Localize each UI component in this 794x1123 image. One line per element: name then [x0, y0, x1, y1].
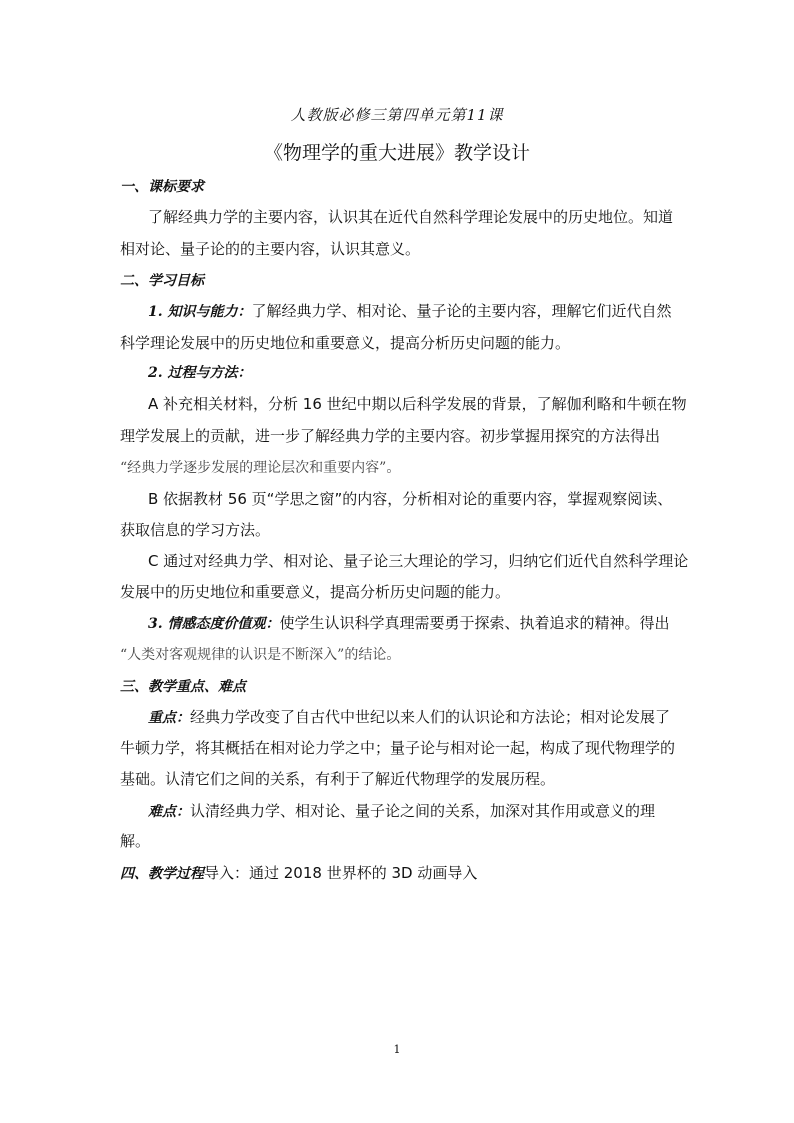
paragraph-line: 解。: [120, 832, 151, 850]
paragraph-line: 理学发展上的贡献，进一步了解经典力学的主要内容。初步掌握用探究的方法得出: [120, 427, 661, 445]
section-heading-process: 四、教学过程: [120, 866, 204, 882]
page-number: 1: [393, 1043, 401, 1056]
paragraph-line: 基础。认清它们之间的关系，有利于了解近代物理学的发展历程。: [120, 770, 556, 788]
objective-label: 1. 知识与能力：: [148, 304, 252, 320]
paragraph-line: “人类对客观规律的认识是不断深入”的结论。: [120, 647, 401, 663]
paragraph-line: 了解经典力学的主要内容，认识其在近代自然科学理论发展中的历史地位。知道: [148, 208, 674, 226]
paragraph-line: 发展中的历史地位和重要意义，提高分析历史问题的能力。: [120, 583, 511, 601]
paragraph-line: 科学理论发展中的历史地位和重要意义，提高分析历史问题的能力。: [120, 334, 571, 352]
paragraph-line: 了解经典力学、相对论、量子论的主要内容，理解它们近代自然: [251, 302, 672, 320]
paragraph-line: 经典力学改变了自古代中世纪以来人们的认识论和方法论；相对论发展了: [190, 708, 671, 726]
difficulty-label: 难点：: [148, 804, 190, 820]
objective-label: 3. 情感态度价值观：: [148, 616, 280, 632]
paragraph-line: 获取信息的学习方法。: [120, 521, 271, 539]
paragraph-line: 牛顿力学，将其概括在相对论力学之中；量子论与相对论一起，构成了现代物理学的: [120, 739, 676, 757]
section-heading-key-points: 三、教学重点、难点: [120, 679, 246, 695]
objective-values: [148, 612, 670, 633]
paragraph-line: B 依据教材 56 页“学思之窗”的内容，分析相对论的重要内容，掌握观察阅读、: [148, 490, 673, 508]
key-point: [148, 706, 670, 727]
objective-label: 2. 过程与方法：: [148, 365, 252, 381]
section-heading-curriculum: 一、课标要求: [120, 179, 204, 195]
course-subtitle: 人教版必修三第四单元第11课: [290, 106, 504, 124]
paragraph-line: A 补充相关材料，分析 16 世纪中期以后科学发展的背景，了解伽利略和牛顿在物: [148, 395, 687, 413]
objective-knowledge: [148, 300, 672, 321]
difficult-point: [148, 800, 655, 821]
paragraph-line: 相对论、量子论的的主要内容，认识其意义。: [120, 240, 421, 258]
key-label: 重点：: [148, 710, 190, 726]
paragraph-line: 导入：通过 2018 世界杯的 3D 动画导入: [204, 864, 478, 882]
paragraph-line: C 通过对经典力学、相对论、量子论三大理论的学习，归纳它们近代自然科学理论: [148, 552, 689, 570]
paragraph-line: 认清经典力学、相对论、量子论之间的关系，加深对其作用或意义的理: [190, 802, 656, 820]
section-teaching-process: [120, 862, 477, 883]
document-title: 《物理学的重大进展》教学设计: [263, 142, 530, 164]
paragraph-line: 使学生认识科学真理需要勇于探索、执着追求的精神。得出: [279, 614, 670, 632]
paragraph-line: “经典力学逐步发展的理论层次和重要内容”。: [120, 460, 401, 476]
section-heading-objectives: 二、学习目标: [120, 273, 204, 289]
